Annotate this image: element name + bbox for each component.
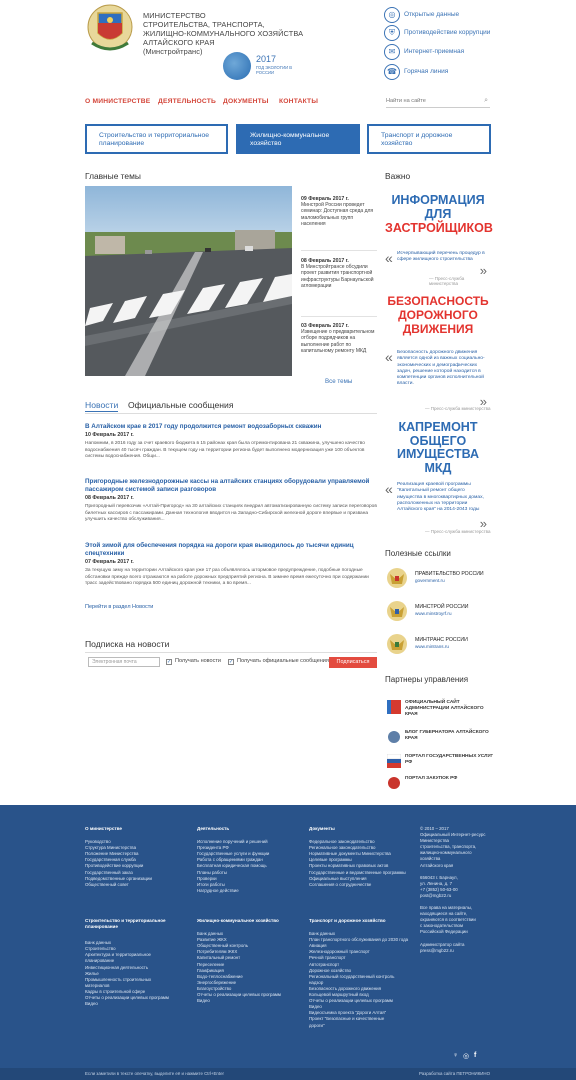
tab-news[interactable]: Новости bbox=[85, 400, 119, 410]
eagle-emblem-icon bbox=[385, 566, 409, 590]
footer-text: +7 (3852) 50-63-00 bbox=[420, 886, 458, 892]
footer-link[interactable]: Планы работы bbox=[197, 869, 227, 875]
footer-link[interactable]: Банк данных bbox=[197, 931, 224, 937]
useful-links-heading: Полезные ссылки bbox=[385, 549, 451, 558]
anticorruption-link[interactable]: ⛨ Противодействие коррупции bbox=[384, 25, 494, 43]
zakupki-icon bbox=[387, 776, 401, 790]
footer-link[interactable]: Структура Министерства bbox=[85, 845, 137, 851]
quote-close-icon: » bbox=[479, 394, 487, 409]
footer-link[interactable]: Водо-теплоснабжение bbox=[197, 973, 243, 979]
news-item[interactable]: Этой зимой для обеспечения порядка на дороги края выводилось до тысячи единиц спецтехники 07 Февраль 2017 г. За текущую зиму на территории Алтайского края уже 17 раз объявлялось штормовое предупреждение, подобные погодные обстановки прежде всего отражаются на работе дорожных предприятий региона. В зимнее время ежесуточно при содержании трасс задействовано порядка 500 единиц дорожной техники, а во время... bbox=[85, 542, 377, 588]
footer-link[interactable]: Противодействие коррупции bbox=[85, 863, 144, 869]
quote-open-icon: « bbox=[385, 481, 393, 497]
footer-link[interactable]: Проект "Безопасные и качественные bbox=[309, 1016, 385, 1022]
footer-col-construction bbox=[85, 918, 185, 1007]
footer-link[interactable]: Проверки bbox=[197, 875, 217, 881]
footer-link[interactable]: материалов bbox=[85, 982, 110, 988]
footer-link[interactable]: Итоги работы bbox=[197, 881, 225, 887]
nav-about[interactable]: О МИНИСТЕРСТВЕ bbox=[85, 98, 151, 105]
internet-reception-link[interactable]: ✉ Интернет-приемная bbox=[384, 44, 494, 62]
official-checkbox[interactable]: ✓ Получать официальные сообщения bbox=[229, 658, 329, 665]
link-mintrans[interactable]: МИНТРАНС РОССИИ www.mintrans.ru bbox=[385, 632, 495, 654]
search-icon[interactable]: ⌕ bbox=[484, 97, 488, 104]
main-topic-photo[interactable] bbox=[85, 186, 292, 376]
quote-close-icon: » bbox=[479, 263, 487, 278]
partner-zakupki[interactable]: ПОРТАЛ ЗАКУПОК РФ bbox=[385, 776, 495, 788]
quote-block[interactable]: « Безопасность дорожного движения является одной из важных социально-экономических и демографических задач, решение которой находится в компетенции органов исполнительной власти. » — Пресс-служба министерства bbox=[385, 349, 491, 411]
footer-text: Алтайского края bbox=[420, 862, 454, 868]
facebook-icon[interactable]: f bbox=[474, 1052, 477, 1059]
news-archive-link[interactable]: Перейти в раздел Новости bbox=[85, 604, 154, 610]
divider bbox=[301, 250, 377, 251]
tab-construction[interactable]: Строительство и территориальное планирование bbox=[85, 124, 228, 154]
footer-link[interactable]: Речной транспорт bbox=[309, 955, 346, 961]
typo-hint: Если заметили в тексте опечатку, выделите её и нажмите Ctrl+Enter bbox=[85, 1071, 224, 1076]
footer-link[interactable]: Региональное законодательство bbox=[309, 845, 376, 851]
footer-link[interactable]: Железнодорожный транспорт bbox=[309, 949, 370, 955]
news-checkbox[interactable]: ✓ Получать новости bbox=[167, 658, 221, 665]
quote-open-icon: « bbox=[385, 250, 393, 266]
quote-open-icon: « bbox=[385, 349, 393, 365]
search-input[interactable]: Найти на сайте ⌕ bbox=[386, 96, 490, 108]
quote-close-icon: » bbox=[479, 516, 487, 531]
footer-col-transport bbox=[309, 918, 413, 1029]
footer-link[interactable]: Государственный заказ bbox=[85, 869, 133, 875]
footer-link[interactable]: Капитальный ремонт bbox=[197, 955, 241, 961]
tab-transport[interactable]: Транспорт и дорожное хозяйство bbox=[367, 124, 491, 154]
partner-governor-blog[interactable]: БЛОГ ГУБЕРНАТОРА АЛТАЙСКОГО КРАЯ bbox=[385, 730, 495, 746]
eco-year-logo[interactable]: 2017 ГОД ЭКОЛОГИИ В РОССИИ bbox=[223, 50, 303, 80]
quote-block[interactable]: « Исчерпывающий перечень процедур в сфере жилищного строительства » — Пресс-служба министерства bbox=[385, 250, 487, 286]
footer-link[interactable]: Работа с обращениями граждан bbox=[197, 857, 263, 863]
footer-col-documents bbox=[309, 826, 409, 888]
footer-link[interactable]: Видео bbox=[309, 1004, 322, 1010]
footer-link[interactable]: Региональный государственный контроль bbox=[309, 973, 395, 979]
footer-link[interactable]: Развитие ЖКХ bbox=[197, 937, 227, 943]
hotline-link[interactable]: ☎ Горячая линия bbox=[384, 64, 494, 82]
footer-link[interactable]: дороги" bbox=[309, 1022, 325, 1028]
side-news-item[interactable]: 09 Февраль 2017 г. Минстрой России проведет семинар: Доступная среда для маломобильных групп населения bbox=[301, 196, 374, 227]
footer-link[interactable]: Бесплатная юридическая помощь bbox=[197, 863, 267, 869]
footer-link[interactable]: Президента РФ bbox=[197, 845, 229, 851]
footer-link[interactable]: Потребителям ЖКХ bbox=[197, 949, 238, 955]
altai-emblem[interactable] bbox=[86, 3, 134, 53]
footer-link[interactable]: Энергосбережение bbox=[197, 979, 237, 985]
eagle-emblem-icon bbox=[385, 632, 409, 656]
footer-link[interactable]: Видеосъемка проекта "Дороги Алтая" bbox=[309, 1010, 387, 1016]
footer-link[interactable]: Исполнение поручений и решений bbox=[197, 839, 268, 845]
footer-text: охраняются в соответствии bbox=[420, 917, 476, 923]
footer-link[interactable]: Благоустройство bbox=[197, 985, 232, 991]
footer-link[interactable]: Банк данных bbox=[85, 940, 112, 946]
footer-link[interactable]: Кадры в строительной сфере bbox=[85, 988, 146, 994]
footer-link[interactable]: Промышленность строительных bbox=[85, 976, 152, 982]
road-safety-banner[interactable]: БЕЗОПАСНОСТЬ ДОРОЖНОГО ДВИЖЕНИЯ bbox=[387, 294, 489, 336]
footer-link[interactable]: План транспортного обслуживания до 2030 года bbox=[309, 937, 409, 943]
nav-activity[interactable]: ДЕЯТЕЛЬНОСТЬ bbox=[158, 98, 217, 105]
footer-link[interactable]: Государственные и ведомственные программы bbox=[309, 869, 406, 875]
check-icon: ✓ bbox=[229, 659, 234, 665]
phone-icon: ☎ bbox=[384, 64, 400, 80]
footer-link[interactable]: Отчеты о реализации целевых программ bbox=[85, 995, 169, 1001]
news-item[interactable]: В Алтайском крае в 2017 году продолжится ремонт водозаборных скважин 10 Февраль 2017 г. Напомним, в 2016 году за счет краевого бюджета в 15 районах края была отремонтирована 21 скважина, улучшено качество водоснабжения 40 тысяч граждан. В текущем году на территории региона будет выполнено модернизация уже 100 объектов системы водоснабжения. Общи... bbox=[85, 423, 377, 461]
all-topics-link[interactable]: Все темы bbox=[325, 378, 353, 385]
footer-col-about bbox=[85, 826, 185, 888]
gosuslugi-icon bbox=[387, 754, 401, 768]
footer-text: находящиеся на сайте, bbox=[420, 911, 468, 917]
footer-link[interactable]: Видео bbox=[85, 1001, 98, 1007]
footer-heading[interactable]: Документы bbox=[309, 826, 335, 831]
footer-link[interactable]: Подведомственные организации bbox=[85, 875, 152, 881]
divider bbox=[85, 413, 377, 414]
footer-heading[interactable]: Строительство и территориальное планирование bbox=[85, 918, 166, 930]
developers-info-banner[interactable]: ИНФОРМАЦИЯ ДЛЯ ЗАСТРОЙЩИКОВ bbox=[385, 193, 493, 235]
footer-col-info bbox=[420, 826, 500, 954]
divider bbox=[301, 316, 377, 317]
footer-link[interactable]: Соглашения о сотрудничестве bbox=[309, 881, 372, 887]
footer-text: 656043 г. Барнаул, bbox=[420, 874, 458, 880]
partners-heading: Партнеры управления bbox=[385, 675, 469, 684]
news-title[interactable]: Пригородные железнодорожные кассы на алтайских станциях оборудовали управляемой пассажиром системой записи разговоров bbox=[85, 478, 370, 494]
important-heading: Важно bbox=[385, 171, 411, 181]
footer-link[interactable]: Проекты нормативных правовых актов bbox=[309, 863, 389, 869]
footer-link[interactable]: Общественный контроль bbox=[197, 943, 249, 949]
footer-text: Министерства bbox=[420, 838, 449, 844]
footer-link[interactable]: Федеральное законодательство bbox=[309, 839, 375, 845]
footer-link[interactable]: Нагрудное действие bbox=[197, 887, 239, 893]
footer-email-link[interactable]: post@mgb22.ru bbox=[420, 892, 452, 898]
footer-text: Российской Федерации bbox=[420, 929, 468, 935]
partner-gosuslugi[interactable]: ПОРТАЛ ГОСУДАРСТВЕННЫХ УСЛУГ РФ bbox=[385, 754, 495, 770]
check-icon: ✓ bbox=[167, 659, 172, 665]
footer-link[interactable]: Руководство bbox=[85, 839, 111, 845]
subscribe-heading: Подписка на новости bbox=[85, 639, 170, 649]
partner-altai-admin[interactable]: ОФИЦИАЛЬНЫЙ САЙТ АДМИНИСТРАЦИИ АЛТАЙСКОГО КРАЯ bbox=[385, 700, 495, 722]
developer-link[interactable]: Разработка сайта ПЕТРОНИКИНО bbox=[419, 1071, 490, 1076]
tab-official-messages[interactable]: Официальные сообщения bbox=[128, 400, 234, 410]
news-item[interactable]: Пригородные железнодорожные кассы на алтайских станциях оборудовали управляемой пассажиром системой записи разговоров 08 Февраль 2017 г. Пригородный перевозчик «Алтай-Пригород» на 30 алтайских станциях внедрил автоматизированную систему записи переговоров билетных кассиров с пассажирами. Данная технология вводится на Западно-Сибирской железной дороге впервые и призвана улучшить качество обслуживания... bbox=[85, 478, 377, 523]
link-government[interactable]: ПРАВИТЕЛЬСТВО РОССИИ government.ru bbox=[385, 566, 495, 588]
link-minstroy[interactable]: МИНСТРОЙ РОССИИ www.minstroyrf.ru bbox=[385, 599, 495, 621]
footer-link[interactable]: планирование bbox=[85, 958, 115, 964]
footer-link[interactable]: Официальные выступления bbox=[309, 875, 367, 881]
divider bbox=[85, 652, 377, 653]
altai-flag-icon bbox=[387, 700, 401, 714]
open-data-icon: ◎ bbox=[384, 7, 400, 23]
footer-text: с законодательством bbox=[420, 923, 464, 929]
subscribe-button[interactable]: Подписаться bbox=[329, 657, 377, 668]
footer-text: Официальный Интернет-ресурс bbox=[420, 832, 486, 838]
footer-link[interactable]: Видео bbox=[197, 998, 210, 1004]
footer-link[interactable]: Газификация bbox=[197, 967, 224, 973]
ministry-title: МИНИСТЕРСТВО СТРОИТЕЛЬСТВА, ТРАНСПОРТА, ЖИЛИЩНО-КОММУНАЛЬНОГО ХОЗЯЙСТВА АЛТАЙСКОГО КРАЯ (Минстройтранс) bbox=[143, 11, 304, 56]
open-data-link[interactable]: ◎ Открытые данные bbox=[384, 7, 494, 25]
footer-col-housing bbox=[197, 918, 297, 1004]
footer-col-activity bbox=[197, 826, 297, 894]
footer-link[interactable]: Отчеты о реализации целевых программ bbox=[309, 998, 393, 1004]
footer-link[interactable]: Строительство bbox=[85, 946, 116, 952]
footer-text: жилищно-коммунального bbox=[420, 850, 472, 856]
eagle-emblem-icon bbox=[385, 599, 409, 623]
footer-admin-email[interactable]: press@mgb22.ru bbox=[420, 947, 454, 953]
shield-icon: ⛨ bbox=[384, 25, 400, 41]
footer bbox=[0, 805, 576, 1068]
footer-link[interactable]: Кольцевой маршрутный вход bbox=[309, 992, 369, 998]
footer-link[interactable]: Общественный совет bbox=[85, 881, 129, 887]
footer-link[interactable]: Государственные услуги и функции bbox=[197, 851, 270, 857]
footer-text: Администратор сайта bbox=[420, 941, 465, 947]
footer-link[interactable]: Автотранспорт bbox=[309, 961, 340, 967]
footer-heading[interactable]: Транспорт и дорожное хозяйство bbox=[309, 918, 386, 923]
footer-heading[interactable]: Жилищно-коммунальное хозяйство bbox=[197, 918, 279, 923]
capital-repair-banner[interactable]: КАПРЕМОНТ ОБЩЕГО ИМУЩЕСТВА МКД bbox=[396, 420, 480, 475]
footer-link[interactable]: Целевые программы bbox=[309, 857, 352, 863]
footer-text: строительства, транспорта, bbox=[420, 844, 477, 850]
instagram-icon[interactable]: ◎ bbox=[463, 1053, 470, 1060]
footer-heading[interactable]: О министерстве bbox=[85, 826, 122, 831]
footer-link[interactable]: Дорожное хозяйство bbox=[309, 967, 352, 973]
footer-link[interactable]: Авиация bbox=[309, 943, 327, 949]
footer-text: хозяйства bbox=[420, 856, 441, 862]
footer-link[interactable]: Безопасность дорожного движения bbox=[309, 985, 382, 991]
footer-link[interactable]: Отчеты о реализации целевых программ bbox=[197, 992, 281, 998]
chat-icon: ✉ bbox=[384, 44, 400, 60]
footer-link[interactable]: Нормативные документы Министерства bbox=[309, 851, 391, 857]
footer-link[interactable]: Государственная служба bbox=[85, 857, 136, 863]
footer-link[interactable]: Архитектура и территориальное bbox=[85, 952, 151, 958]
footer-link[interactable]: Переселение bbox=[197, 961, 225, 967]
nav-contacts[interactable]: КОНТАКТЫ bbox=[279, 98, 319, 105]
blog-icon bbox=[387, 730, 401, 744]
odnoklassniki-icon[interactable]: ♀ bbox=[453, 1052, 459, 1059]
footer-text: ул. Ленина, д. 7 bbox=[420, 880, 453, 886]
footer-text: © 2010 – 2017 bbox=[420, 826, 449, 831]
footer-link[interactable]: Инвестиционная деятельность bbox=[85, 964, 149, 970]
footer-link[interactable]: надзор bbox=[309, 979, 324, 985]
email-field[interactable]: Электронная почта bbox=[88, 657, 160, 667]
footer-link[interactable]: Положение Министерства bbox=[85, 851, 139, 857]
footer-link[interactable]: Жилье bbox=[85, 970, 99, 976]
main-topics-heading: Главные темы bbox=[85, 171, 141, 181]
bottom-bar bbox=[0, 1068, 576, 1080]
side-news-item[interactable]: 08 Февраль 2017 г. В Минстройтрансе обсудили проект развития транспортной инфраструктуры Барнаульской агломерации bbox=[301, 258, 374, 289]
news-title[interactable]: В Алтайском крае в 2017 году продолжится ремонт водозаборных скважин bbox=[85, 423, 322, 430]
tab-housing[interactable]: Жилищно-коммунальное хозяйство bbox=[236, 124, 360, 154]
nav-documents[interactable]: ДОКУМЕНТЫ bbox=[223, 98, 269, 105]
footer-heading[interactable]: Деятельность bbox=[197, 826, 230, 831]
quote-block[interactable]: « Реализация краевой программы "Капитальный ремонт общего имущества в многоквартирных домах, расположенных на территории Алтайского края" на 2014-2043 годы » — Пресс-служба министерства bbox=[385, 481, 491, 534]
news-title[interactable]: Этой зимой для обеспечения порядка на дороги края выводилось до тысячи единиц спецтехники bbox=[85, 542, 354, 558]
side-news-item[interactable]: 03 Февраль 2017 г. Извещение о предварительном отборе подрядчиков на выполнение работ по капитальному ремонту МКД bbox=[301, 323, 375, 354]
footer-text: Все права на материалы, bbox=[420, 905, 473, 911]
footer-link[interactable]: Банк данных bbox=[309, 931, 336, 937]
